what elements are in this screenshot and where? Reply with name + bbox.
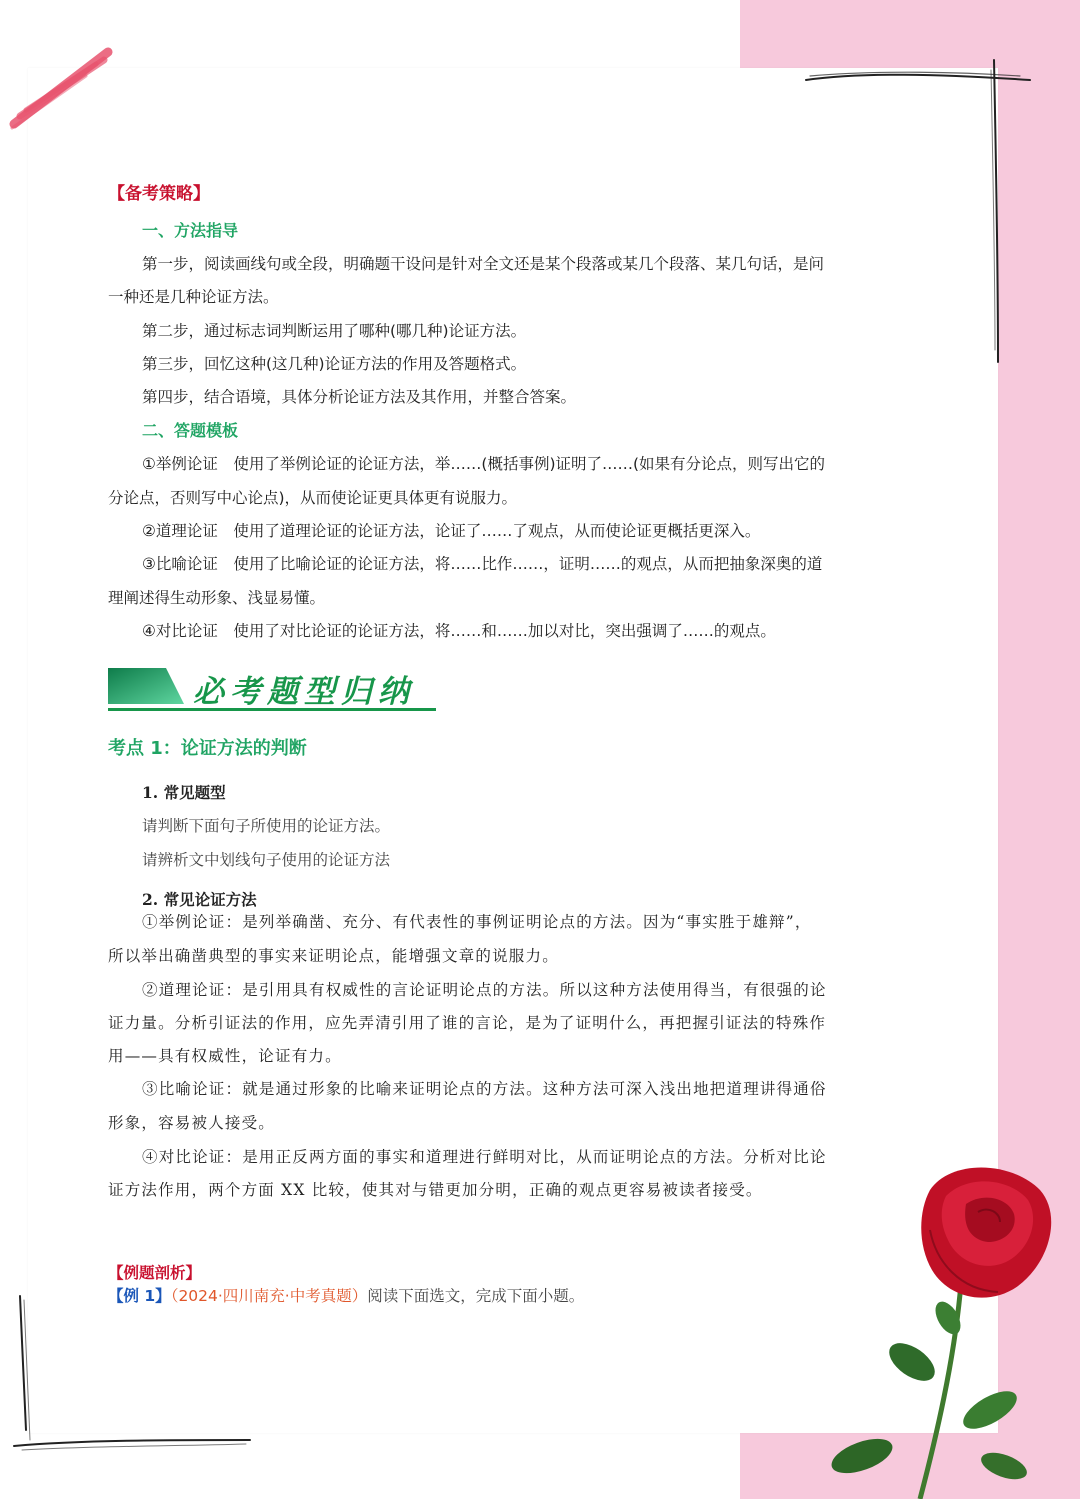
common-question-types-title: 1. 常见题型: [142, 783, 226, 802]
template1-line2: 分论点，否则写中心论点)，从而使论证更具体更有说服力。: [108, 489, 518, 507]
strategy-heading: 【备考策略】: [108, 184, 210, 204]
banner-title: 必考题型归纳: [193, 674, 415, 710]
step2: 第二步，通过标志词判断运用了哪种(哪几种)论证方法。: [142, 322, 527, 340]
step1-line2: 一种还是几种论证方法。: [108, 288, 279, 306]
method2-line1: ②道理论证：是引用具有权威性的言论证明论点的方法。所以这种方法使用得当，有很强的论: [142, 981, 827, 999]
step4: 第四步，结合语境，具体分析论证方法及其作用，并整合答案。: [142, 388, 577, 406]
method1-line2: 所以举出确凿典型的事实来证明论点，能增强文章的说服力。: [108, 947, 559, 965]
example-1-line: [108, 1286, 584, 1306]
answer-template-title: 二、答题模板: [142, 421, 239, 440]
method3-line2: 形象，容易被人接受。: [108, 1114, 276, 1132]
method4-line2: 证方法作用，两个方面 XX 比较，使其对与错更加分明，正确的观点更容易被读者接受。: [108, 1181, 763, 1199]
kaodian-title: 考点 1：论证方法的判断: [108, 738, 307, 759]
question-type-1: 请判断下面句子所使用的论证方法。: [142, 817, 391, 835]
template3-line2: 理阐述得生动形象、浅显易懂。: [108, 589, 326, 607]
step3: 第三步，回忆这种(这几种)论证方法的作用及答题格式。: [142, 355, 527, 373]
method2-line2: 证力量。分析引证法的作用，应先弄清引用了谁的言论，是为了证明什么，再把握引证法的特殊作: [108, 1014, 827, 1032]
template3-line1: ③比喻论证 使用了比喻论证的论证方法，将……比作……，证明……的观点，从而把抽象深奥的道: [142, 555, 823, 573]
step1-line1: 第一步，阅读画线句或全段，明确题干设问是针对全文还是某个段落或某几个段落、某几句话，是问: [142, 255, 825, 273]
method2-line3: 用——具有权威性，论证有力。: [108, 1047, 342, 1065]
template4: ④对比论证 使用了对比论证的论证方法，将……和……加以对比，突出强调了……的观点。: [142, 622, 776, 640]
method4-line1: ④对比论证：是用正反两方面的事实和道理进行鲜明对比，从而证明论点的方法。分析对比论: [142, 1148, 827, 1166]
common-methods-title: 2. 常见论证方法: [142, 890, 257, 909]
section-banner: [108, 664, 438, 716]
template1-line1: ①举例论证 使用了举例论证的论证方法，举……(概括事例)证明了……(如果有分论点，则写出它的: [142, 455, 826, 473]
example-source: （2024·四川南充·中考真题）: [170, 1287, 368, 1305]
question-type-2: 请辨析文中划线句子使用的论证方法: [142, 851, 391, 869]
template2: ②道理论证 使用了道理论证的论证方法，论证了……了观点，从而使论证更概括更深入。: [142, 522, 761, 540]
example-heading: 【例题剖析】: [108, 1264, 202, 1282]
method-guide-title: 一、方法指导: [142, 221, 239, 240]
method3-line1: ③比喻论证：就是通过形象的比喻来证明论点的方法。这种方法可深入浅出地把道理讲得通俗: [142, 1080, 827, 1098]
example-label: 【例 1】: [108, 1287, 171, 1305]
example-instruction: 阅读下面选文，完成下面小题。: [367, 1287, 585, 1305]
method1-line1: ①举例论证：是列举确凿、充分、有代表性的事例证明论点的方法。因为“事实胜于雄辩”，: [142, 913, 812, 931]
